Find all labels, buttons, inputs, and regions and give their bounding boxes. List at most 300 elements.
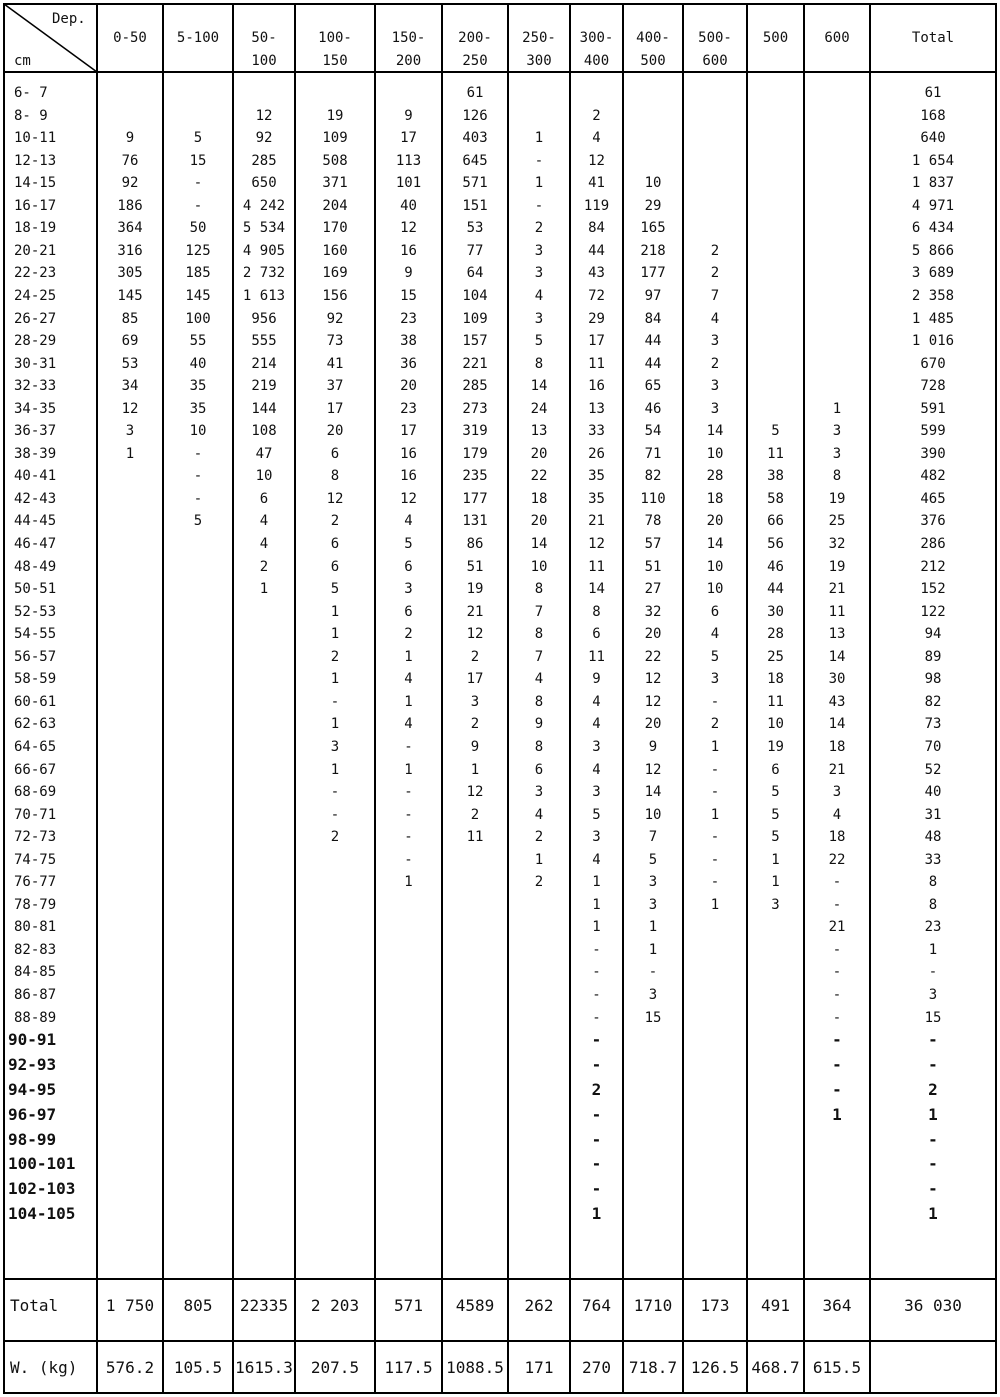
length-class-label: 100-101 — [8, 1154, 76, 1174]
table-cell: 16 — [400, 445, 417, 462]
table-cell: 15 — [400, 287, 417, 304]
table-cell: 3 — [771, 896, 780, 913]
table-cell: 285 — [462, 378, 488, 395]
table-cell: 65 — [644, 378, 662, 395]
length-class-label: 80-81 — [14, 919, 57, 936]
table-cell: 43 — [828, 693, 846, 710]
table-cell: 44 — [588, 242, 605, 259]
table-cell: 2 — [534, 829, 544, 846]
row-rule — [3, 1392, 997, 1394]
table-cell: - — [534, 152, 544, 169]
table-cell: 14 — [706, 536, 724, 552]
table-cell: 218 — [640, 242, 666, 259]
total_row-label: Total — [10, 1296, 59, 1315]
table-cell: 66 — [767, 513, 784, 530]
table-cell: 19 — [828, 490, 846, 507]
table-cell: - — [832, 874, 842, 891]
table-cell: 18 — [706, 490, 724, 507]
table-cell: 4 — [534, 806, 544, 823]
length-class-label: 84-85 — [14, 964, 57, 981]
table-cell: 34 — [121, 378, 139, 395]
table-cell: - — [592, 941, 601, 958]
total_row-cell: 36 030 — [904, 1296, 962, 1315]
table-cell: 30 — [767, 603, 784, 620]
table-cell: 1 — [330, 603, 340, 620]
column-header: 500 — [762, 30, 789, 46]
table-cell: 157 — [462, 333, 488, 350]
table-cell: 4 — [592, 761, 601, 778]
table-cell: 51 — [644, 558, 662, 575]
table-cell: 10 — [767, 716, 784, 733]
length-class-label: 92-93 — [8, 1054, 57, 1074]
table-cell: 956 — [251, 310, 277, 327]
table-cell: 41 — [588, 175, 605, 192]
table-cell: 4 — [592, 851, 601, 868]
table-cell: 3 — [648, 987, 658, 1003]
table-cell: 82 — [644, 468, 662, 485]
table-cell: 44 — [767, 581, 784, 598]
table-cell: 152 — [920, 581, 946, 598]
table-cell: 4 — [832, 806, 842, 823]
table-cell: 3 — [710, 400, 720, 417]
length-class-label: 64-65 — [14, 738, 57, 755]
table-cell: 86 — [466, 536, 484, 552]
table-cell: 169 — [322, 265, 348, 282]
length-class-label: 10-11 — [14, 130, 57, 147]
table-cell: 1 — [928, 1104, 938, 1124]
table-cell: 9 — [592, 671, 601, 688]
table-cell: 18 — [828, 829, 846, 846]
table-cell: 6 — [771, 761, 780, 778]
table-cell: 8 — [534, 626, 544, 643]
table-cell: 92 — [326, 310, 344, 327]
table-cell: 2 — [534, 874, 544, 891]
column-header: 600 — [824, 30, 850, 46]
table-cell: 3 — [592, 784, 601, 801]
table-cell: 84 — [588, 220, 605, 237]
table-cell: 19 — [326, 107, 344, 124]
table-cell: 7 — [710, 287, 720, 304]
table-cell: 8 — [330, 468, 340, 485]
table-cell: 23 — [400, 310, 417, 327]
table-cell: 85 — [121, 310, 139, 327]
weight_row-label: W. (kg) — [10, 1358, 78, 1377]
table-cell: 29 — [588, 310, 605, 327]
table-cell: 2 — [928, 1079, 938, 1099]
column-header: 300- — [579, 30, 614, 46]
table-cell: 376 — [920, 513, 946, 530]
corner-cm-label: cm — [14, 53, 31, 69]
table-cell: 5 — [771, 423, 780, 440]
table-cell: 9 — [404, 107, 413, 124]
length-class-label: 18-19 — [14, 220, 57, 237]
total_row-cell: 22335 — [239, 1296, 289, 1315]
table-cell: 364 — [117, 220, 143, 237]
table-cell: 9 — [648, 738, 658, 755]
table-cell: 305 — [117, 265, 143, 282]
table-cell: - — [193, 468, 203, 485]
table-cell: 22 — [644, 648, 662, 665]
table-cell: 4 — [534, 287, 544, 304]
column-header: 400- — [636, 30, 670, 46]
table-cell: 25 — [767, 648, 784, 665]
column-header: 5-100 — [176, 30, 220, 46]
total_row-cell: 1 750 — [105, 1296, 155, 1315]
weight_row-cell: 171 — [524, 1358, 554, 1377]
table-cell: 1 613 — [242, 287, 286, 304]
table-cell: - — [404, 806, 413, 823]
table-cell: 78 — [644, 513, 662, 530]
length-class-label: 42-43 — [14, 490, 57, 507]
table-cell: 5 — [404, 536, 413, 552]
table-cell: 156 — [322, 287, 348, 304]
table-cell: 18 — [828, 738, 846, 755]
table-cell: 6 — [404, 603, 413, 620]
table-cell: 8 — [534, 738, 544, 755]
table-cell: 22 — [828, 851, 846, 868]
table-cell: 26 — [588, 445, 605, 462]
length-class-label: 24-25 — [14, 287, 57, 304]
length-class-label: 98-99 — [8, 1129, 57, 1149]
table-cell: 104 — [462, 287, 488, 304]
table-cell: 3 — [592, 829, 601, 846]
table-cell: 73 — [326, 333, 344, 350]
table-cell: 5 534 — [242, 220, 286, 237]
table-cell: 3 — [832, 445, 842, 462]
table-cell: 2 — [330, 648, 340, 665]
table-cell: 57 — [644, 536, 662, 552]
table-cell: 21 — [828, 761, 846, 778]
table-cell: 465 — [920, 490, 946, 507]
table-cell: 19 — [767, 738, 784, 755]
table-cell: 35 — [189, 378, 207, 395]
table-cell: 12 — [644, 671, 662, 688]
table-cell: 12 — [466, 784, 484, 801]
table-cell: 84 — [644, 310, 662, 327]
table-cell: 77 — [466, 242, 484, 259]
table-cell: 10 — [706, 558, 724, 575]
column-header: Total — [911, 30, 955, 46]
length-class-label: 32-33 — [14, 378, 57, 395]
total_row-cell: 571 — [394, 1296, 423, 1315]
table-cell: - — [832, 1009, 842, 1026]
table-cell: 20 — [530, 513, 548, 530]
table-cell: 20 — [400, 378, 417, 395]
table-cell: 1 — [592, 919, 601, 936]
table-cell: 177 — [462, 490, 488, 507]
table-cell: 1 — [404, 874, 413, 891]
table-cell: 97 — [644, 287, 662, 304]
table-cell: 670 — [920, 355, 946, 372]
weight_row-cell: 1088.5 — [446, 1358, 504, 1377]
table-cell: - — [591, 1104, 602, 1124]
table-cell: 6 — [534, 761, 544, 778]
table-cell: 2 — [330, 829, 340, 846]
table-cell: 1 485 — [911, 310, 955, 327]
table-cell: 40 — [189, 355, 207, 372]
table-cell: 22 — [530, 468, 548, 485]
table-cell: 168 — [920, 107, 946, 124]
table-cell: 5 — [771, 829, 780, 846]
table-cell: 40 — [400, 197, 417, 214]
table-cell: - — [832, 1030, 842, 1050]
table-cell: 15 — [189, 152, 207, 169]
table-cell: 591 — [920, 400, 946, 417]
table-cell: 1 016 — [911, 333, 955, 350]
table-cell: 1 — [592, 896, 601, 913]
table-cell: 18 — [530, 490, 548, 507]
table-cell: 38 — [767, 468, 784, 485]
table-cell: 2 — [470, 806, 480, 823]
table-cell: 144 — [251, 400, 277, 417]
table-cell: 4 905 — [242, 242, 286, 259]
table-cell: 177 — [640, 265, 666, 282]
table-cell: 555 — [251, 333, 277, 350]
total_row-cell: 491 — [761, 1296, 790, 1315]
table-cell: 30 — [828, 671, 846, 688]
table-cell: - — [592, 987, 601, 1003]
table-cell: 1 — [832, 400, 842, 417]
table-cell: 5 — [710, 648, 720, 665]
table-cell: 69 — [121, 333, 139, 350]
table-cell: 31 — [924, 806, 942, 823]
length-class-label: 56-57 — [14, 648, 57, 665]
table-cell: 2 — [534, 220, 544, 237]
table-cell: 645 — [462, 152, 488, 169]
table-cell: 1 — [592, 874, 601, 891]
table-cell: 3 — [648, 874, 658, 891]
table-cell: 122 — [920, 603, 946, 620]
table-cell: 6 — [592, 626, 601, 643]
table-cell: 14 — [828, 716, 846, 733]
column-header: 250- — [522, 30, 556, 46]
table-cell: 61 — [466, 85, 484, 101]
table-cell: 145 — [117, 287, 143, 304]
column-rule — [3, 4, 5, 1393]
table-cell: 14 — [644, 784, 662, 801]
table-cell: 35 — [189, 400, 207, 417]
length-class-label: 8- 9 — [14, 107, 48, 124]
table-cell: 43 — [588, 265, 605, 282]
length-class-label: 46-47 — [14, 536, 57, 552]
length-class-label: 90-91 — [8, 1030, 57, 1050]
table-cell: 35 — [588, 468, 605, 485]
table-cell: - — [928, 1154, 938, 1174]
column-header-line2: 300 — [526, 53, 552, 69]
table-cell: 32 — [828, 536, 846, 552]
weight_row-cell: 105.5 — [173, 1358, 223, 1377]
table-cell: 9 — [534, 716, 544, 733]
table-cell: - — [404, 738, 413, 755]
total_row-cell: 364 — [822, 1296, 852, 1315]
table-cell: 4 — [534, 671, 544, 688]
table-cell: 1 — [832, 1104, 842, 1124]
table-cell: 11 — [588, 648, 605, 665]
table-cell: - — [710, 829, 720, 846]
table-cell: 3 — [534, 310, 544, 327]
table-cell: 48 — [924, 829, 942, 846]
table-cell: 5 — [330, 581, 340, 598]
column-header: 200- — [458, 30, 492, 46]
table-cell: 76 — [121, 152, 139, 169]
table-cell: 11 — [828, 603, 846, 620]
table-cell: 3 689 — [911, 265, 955, 282]
table-cell: 101 — [395, 175, 422, 192]
table-cell: - — [832, 896, 842, 913]
table-cell: 3 — [534, 784, 544, 801]
table-cell: 214 — [251, 355, 277, 372]
table-cell: - — [928, 1054, 938, 1074]
length-class-label: 48-49 — [14, 558, 57, 575]
table-cell: 319 — [462, 423, 488, 440]
table-cell: 44 — [644, 333, 662, 350]
table-cell: 2 — [710, 265, 720, 282]
table-cell: 1 — [470, 761, 480, 778]
length-class-label: 68-69 — [14, 784, 57, 801]
weight_row-cell: 126.5 — [690, 1358, 740, 1377]
table-cell: 7 — [648, 829, 658, 846]
table-cell: 10 — [189, 423, 207, 440]
table-cell: 61 — [924, 85, 942, 101]
table-cell: 89 — [924, 648, 942, 665]
length-class-label: 86-87 — [14, 987, 57, 1003]
table-cell: 2 358 — [911, 287, 955, 304]
table-cell: 9 — [125, 130, 135, 147]
table-cell: 5 866 — [911, 242, 955, 259]
table-cell: 1 — [534, 130, 544, 147]
table-cell: 2 — [470, 716, 480, 733]
table-cell: - — [832, 941, 842, 958]
table-cell: 12 — [588, 536, 605, 552]
table-cell: - — [330, 693, 340, 710]
column-header-line2: 150 — [322, 53, 348, 69]
table-cell: 6 — [404, 558, 413, 575]
length-class-label: 28-29 — [14, 333, 57, 350]
table-cell: 204 — [322, 197, 348, 214]
table-cell: 108 — [251, 423, 277, 440]
table-cell: - — [404, 829, 413, 846]
table-cell: - — [710, 851, 720, 868]
total_row-cell: 4589 — [455, 1296, 495, 1315]
table-cell: 6 434 — [911, 220, 955, 237]
table-cell: 2 — [592, 107, 601, 124]
weight_row-cell: 1615.3 — [235, 1358, 293, 1377]
column-header-line2: 400 — [583, 53, 610, 69]
table-cell: 21 — [466, 603, 484, 620]
table-cell: 51 — [466, 558, 484, 575]
table-cell: 12 — [644, 761, 662, 778]
table-cell: 5 — [193, 513, 203, 530]
table-cell: 92 — [121, 175, 139, 192]
table-cell: 16 — [588, 378, 605, 395]
table-cell: 38 — [400, 333, 417, 350]
length-class-label: 102-103 — [8, 1179, 76, 1199]
total_row-cell: 1710 — [633, 1296, 673, 1315]
length-class-label: 52-53 — [14, 603, 57, 620]
table-cell: 2 — [259, 558, 269, 575]
table-cell: 23 — [924, 919, 942, 936]
table-cell: 2 — [710, 355, 720, 372]
table-cell: 13 — [530, 423, 548, 440]
table-cell: 165 — [640, 220, 666, 237]
table-cell: - — [534, 197, 544, 214]
table-cell: 46 — [644, 400, 662, 417]
table-cell: - — [591, 1054, 602, 1074]
length-class-label: 6- 7 — [14, 85, 48, 101]
table-cell: 8 — [534, 355, 544, 372]
table-cell: 1 — [591, 1204, 602, 1224]
table-cell: 2 732 — [242, 265, 286, 282]
table-cell: 3 — [470, 693, 480, 710]
table-cell: 273 — [462, 400, 488, 417]
length-class-label: 94-95 — [8, 1079, 57, 1099]
table-cell: 44 — [644, 355, 662, 372]
table-cell: 1 — [648, 919, 658, 936]
table-cell: - — [591, 1154, 602, 1174]
length-class-label: 82-83 — [14, 941, 57, 958]
length-class-label: 44-45 — [14, 513, 57, 530]
table-cell: 6 — [330, 558, 340, 575]
table-cell: 41 — [326, 355, 344, 372]
length-class-label: 22-23 — [14, 265, 57, 282]
length-class-label: 12-13 — [14, 152, 57, 169]
table-cell: - — [193, 445, 203, 462]
table-cell: 3 — [710, 333, 720, 350]
column-header: 150- — [391, 30, 426, 46]
table-cell: - — [591, 1030, 602, 1050]
table-cell: 3 — [404, 581, 413, 598]
table-cell: 4 — [592, 716, 601, 733]
table-cell: 3 — [710, 378, 720, 395]
table-cell: 728 — [920, 378, 946, 395]
table-cell: 52 — [924, 761, 942, 778]
table-cell: 1 — [534, 175, 544, 192]
table-cell: 8 — [928, 896, 938, 913]
table-cell: 11 — [767, 693, 784, 710]
table-cell: 4 — [592, 130, 601, 147]
table-cell: 21 — [828, 581, 846, 598]
table-cell: 73 — [924, 716, 942, 733]
table-cell: 113 — [395, 152, 422, 169]
table-cell: 1 — [330, 626, 340, 643]
table-cell: 5 — [193, 130, 203, 147]
table-cell: - — [193, 197, 203, 214]
row-rule — [3, 1340, 997, 1342]
table-cell: - — [710, 874, 720, 891]
table-cell: 1 — [648, 941, 658, 958]
length-class-label: 54-55 — [14, 626, 57, 643]
table-cell: 53 — [121, 355, 139, 372]
table-cell: 56 — [767, 536, 784, 552]
table-cell: 5 — [771, 806, 780, 823]
length-class-label: 40-41 — [14, 468, 57, 485]
table-cell: 119 — [583, 197, 610, 214]
table-cell: 4 — [710, 626, 720, 643]
table-cell: - — [591, 1179, 602, 1199]
table-cell: 21 — [588, 513, 605, 530]
weight_row-cell: 576.2 — [105, 1358, 155, 1377]
table-cell: 3 — [928, 987, 938, 1003]
table-cell: 82 — [924, 693, 942, 710]
table-cell: - — [592, 964, 601, 981]
table-cell: 2 — [404, 626, 413, 643]
weight_row-cell: 718.7 — [628, 1358, 678, 1377]
table-cell: 10 — [255, 468, 273, 485]
table-cell: 13 — [828, 626, 846, 643]
table-cell: 2 — [710, 242, 720, 259]
length-class-label: 70-71 — [14, 806, 57, 823]
table-cell: 3 — [710, 671, 720, 688]
